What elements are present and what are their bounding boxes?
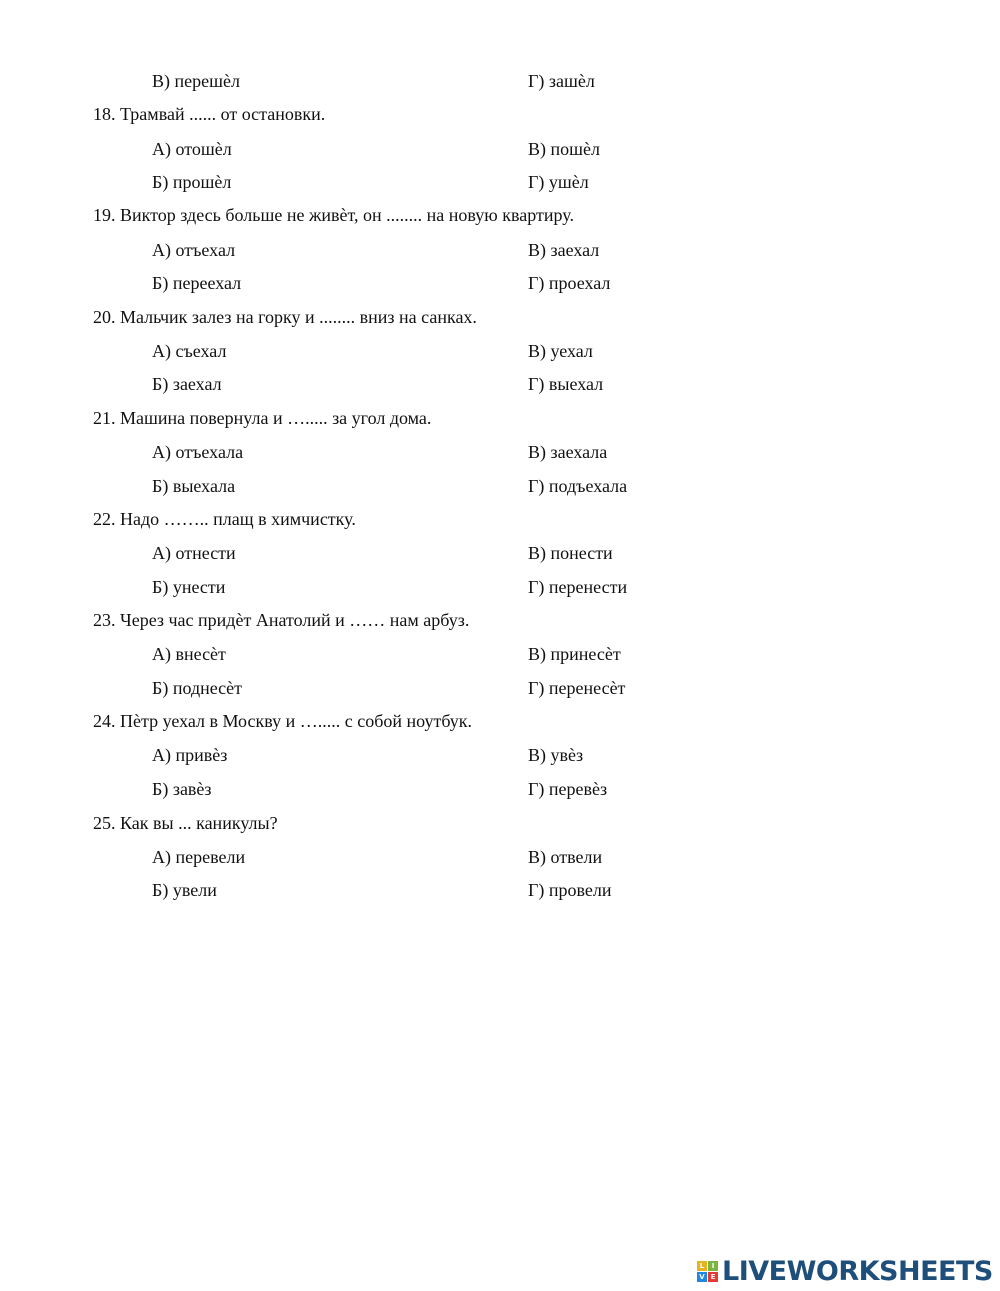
- question-21: 21. Машина повернула и …..... за угол дома.: [93, 408, 432, 428]
- q20-option-b: Б) заехал: [152, 374, 222, 394]
- liveworksheets-brand[interactable]: [697, 1256, 993, 1286]
- q24-option-v: В) увѐз: [528, 745, 584, 765]
- q24-option-b: Б) завѐз: [152, 779, 212, 799]
- question-25: 25. Как вы ... каникулы?: [93, 813, 278, 833]
- q21-option-g: Г) подъехала: [528, 476, 628, 496]
- q25-option-a: А) перевели: [152, 847, 246, 867]
- logo-letter-e: E: [708, 1272, 718, 1282]
- question-20: 20. Мальчик залез на горку и ........ вниз на санках.: [93, 307, 477, 327]
- q19-option-b: Б) переехал: [152, 273, 242, 293]
- q22-option-g: Г) перенести: [528, 577, 628, 597]
- q21-option-v: В) заехала: [528, 442, 608, 462]
- top-option-right: Г) зашѐл: [528, 71, 595, 91]
- q21-option-a: А) отъехала: [152, 442, 244, 462]
- q23-option-g: Г) перенесѐт: [528, 678, 626, 698]
- q22-option-b: Б) унести: [152, 577, 226, 597]
- question-22: 22. Надо …….. плащ в химчистку.: [93, 509, 356, 529]
- q25-option-b: Б) увели: [152, 880, 217, 900]
- q20-option-g: Г) выехал: [528, 374, 604, 394]
- q21-option-b: Б) выехала: [152, 476, 236, 496]
- q20-option-a: А) съехал: [152, 341, 227, 361]
- logo-letter-i: I: [708, 1261, 718, 1271]
- q20-option-v: В) уехал: [528, 341, 593, 361]
- q25-option-v: В) отвели: [528, 847, 603, 867]
- q18-option-g: Г) ушѐл: [528, 172, 589, 192]
- q18-option-b: Б) прошѐл: [152, 172, 232, 192]
- logo-letter-l: L: [697, 1261, 707, 1271]
- q22-option-a: А) отнести: [152, 543, 236, 563]
- q19-option-v: В) заехал: [528, 240, 600, 260]
- liveworksheets-wordmark: LIVEWORKSHEETS: [722, 1255, 993, 1287]
- q23-option-b: Б) поднесѐт: [152, 678, 243, 698]
- question-19: 19. Виктор здесь больше не живѐт, он ........ на новую квартиру.: [93, 205, 574, 225]
- question-18: 18. Трамвай ...... от остановки.: [93, 104, 326, 124]
- q22-option-v: В) понести: [528, 543, 613, 563]
- question-24: 24. Пѐтр уехал в Москву и …..... с собой ноутбук.: [93, 711, 473, 731]
- q24-option-g: Г) перевѐз: [528, 779, 608, 799]
- q18-option-a: А) отошѐл: [152, 139, 232, 159]
- question-23: 23. Через час придѐт Анатолий и …… нам арбуз.: [93, 610, 470, 630]
- top-option-left: В) перешѐл: [152, 71, 240, 91]
- q23-option-a: А) внесѐт: [152, 644, 226, 664]
- q18-option-v: В) пошѐл: [528, 139, 600, 159]
- q24-option-a: А) привѐз: [152, 745, 228, 765]
- liveworksheets-logo-icon: [697, 1261, 718, 1282]
- q25-option-g: Г) провели: [528, 880, 612, 900]
- logo-letter-v: V: [697, 1272, 707, 1282]
- q19-option-a: А) отъехал: [152, 240, 236, 260]
- q23-option-v: В) принесѐт: [528, 644, 621, 664]
- q19-option-g: Г) проехал: [528, 273, 611, 293]
